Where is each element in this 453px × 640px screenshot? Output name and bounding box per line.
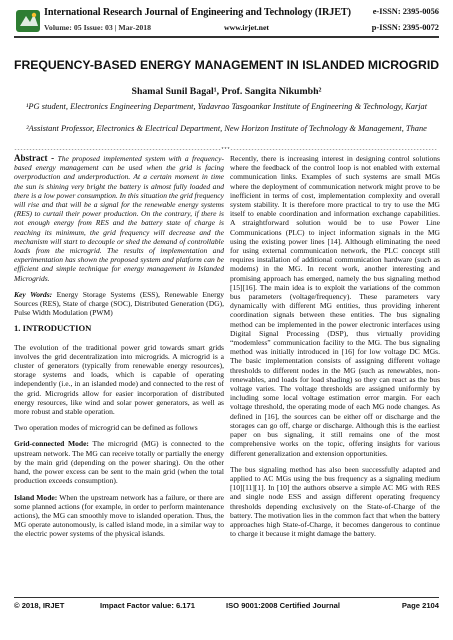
footer-iso: ISO 9001:2008 Certified Journal bbox=[226, 601, 340, 610]
paper-title: FREQUENCY-BASED ENERGY MANAGEMENT IN ISLANDED MICROGRID bbox=[14, 58, 440, 72]
keywords bbox=[14, 290, 224, 318]
journal-header bbox=[14, 4, 439, 50]
section-separator: ---------------------------------------------------------------------***--------------------------------------------------------------------- bbox=[14, 147, 438, 153]
keywords-label: Key Words: bbox=[14, 289, 53, 299]
abstract-label: Abstract - bbox=[14, 153, 55, 163]
abstract bbox=[14, 154, 224, 283]
right-column bbox=[230, 154, 440, 545]
grid-connected-label: Grid-connected Mode: bbox=[14, 439, 89, 449]
e-issn: e-ISSN: 2395-0056 bbox=[372, 7, 439, 16]
abstract-text: The proposed implemented system with a frequency-based energy management can be used when the grid is facing overproduction and underproduction. At a certain moment in time the sun is shining very bright the battery is almost fully loaded and there is a low power consumption. In this situation the grid frequency will rise and that will be a signal for the renewable energy systems (RES) to curtail their power production. On the contrary, if there is not enough energy from RES and the battery state of charge is reaching its minimum, the grid frequency will decrease and the mechanism will start to decouple or shed the demand of controllable loads from the microgrid. The results of implementation and experimentation has shown the proposed system and platform can be efficient and simple technique for energy management in Islanded Microgrids. bbox=[14, 154, 224, 283]
footer-copyright: © 2018, IRJET bbox=[14, 601, 65, 610]
affiliation-2: ²Assistant Professor, Electronics & Electrical Department, New Horizon Institute of Technology & Management, Thane bbox=[26, 124, 427, 133]
body-paragraph-2: The bus signaling method has also been successfully adapted and applied to AC MGs using the bus frequency as a signaling medium [10][11][1]. In [10] the authors observe a simple AC MG with RES and single node ESS and assign different operating frequency thresholds depending exclusively on the State-of-Charge of the battery. The motivation lies in the common fact that when the battery approaches high State-of-Charge, it becomes dangerous to continue to charge it because it might damage the battery. bbox=[230, 464, 440, 539]
footer-impact-factor: Impact Factor value: 6.171 bbox=[100, 601, 195, 610]
journal-website-link[interactable]: www.irjet.net bbox=[224, 23, 270, 32]
p-issn: p-ISSN: 2395-0072 bbox=[371, 23, 439, 32]
body-paragraph-1: Recently, there is increasing interest in designing control solutions where the feedback of the control loop is not enabled with external communication links. Examples of such systems are small MGs where the deployment of communication network might prove to be inefficient in terms of cost, implementation complexity and overall system stability. It is therefore more practical to try to use the MG itself to enable coordination and information exchange capabilities. A straightforward solution would be to use Power Line Communications (PLC) to inject information signals in the MG using the existing power lines [14]. Although eliminating the need for using external communication network, the PLC concept still requires installation of additional communication hardware (such as modems) in the MG. In recent work, another interesting and promising approach has emerged, namely the bus signaling method [15][16]. The main idea is to exploit the variations of the common bus parameters (voltage/frequency). These parameters vary dynamically with different MG entities, thus providing inherent coordination signals between these entities. The bus signaling method can be implemented in the power electronic interfaces using Digital Signal Processing (DSP), thus virtually providing “modemless” communication facility to the MG. The bus signaling method was initially introduced in [16] for low voltage DC MGs. The basic implementation consists of assigning different voltage thresholds to different nodes in the MG (such as renewables, non-renewables, and loads for load shading) so they can react as the bus voltage varies. The voltage thresholds are assigned uniformly by including some local voltage estimation error margin. For each voltage threshold, the operating mode of each MG node changes. As defined in [16], the sources can be either off or discharge and the storages can go off, charge or discharge. Although this is the earliest paper on bus signaling, it still remains one of the most comprehensive works on the topic, offering insights for various different generalization and extension opportunities. bbox=[230, 154, 440, 458]
affiliation-1: ¹PG student, Electronics Engineering Department, Yadavrao Tasgoankar Institute of Engineering & Technology, Karjat bbox=[25, 102, 428, 111]
island-mode-text: When the upstream network has a failure, or there are some planned actions (for example, in order to perform maintenance actions), the MG can smoothly move to islanded operation. Thus, the MG operate autonomously, is called island mode, in a similar way to the electric power systems of the physical islands. bbox=[14, 492, 224, 539]
keywords-text: Energy Storage Systems (ESS), Renewable Energy Sources (RES), State of charge (SOC), Distributed Generation (DG), Pulse Width Modulation (PWM) bbox=[14, 289, 225, 318]
island-mode-paragraph bbox=[14, 493, 224, 539]
intro-paragraph-2: Two operation modes of microgrid can be defined as follows bbox=[14, 423, 198, 433]
journal-logo-icon bbox=[14, 6, 44, 36]
footer-page-number: Page 2104 bbox=[401, 601, 439, 610]
paper-authors: Shamal Sunil Bagal¹, Prof. Sangita Nikumbh² bbox=[131, 86, 322, 97]
intro-paragraph-1: The evolution of the traditional power grid towards smart grids involves the grid decentralization into microgrids. A microgrid is a cluster of generators (typically from renewable energy resources), storage systems and loads, which is capable of operating independently (i.e., in an islanded mode) and connected to the rest of the grid. Microgrids allow for easier incorporation of distributed energy resources, like wind and solar power generators, as well as more robust and stable operation. bbox=[14, 342, 224, 417]
volume-issue: Volume: 05 Issue: 03 | Mar-2018 bbox=[44, 23, 152, 32]
island-mode-label: Island Mode: bbox=[14, 492, 58, 502]
footer-divider bbox=[14, 597, 439, 598]
journal-title: International Research Journal of Engineering and Technology (IRJET) bbox=[44, 7, 351, 18]
left-column bbox=[14, 154, 224, 546]
grid-connected-text: The microgrid (MG) is connected to the upstream network. The MG can receive totally or partially the energy by the main grid (depending on the power sharing). On the other hand, the power excess can be sent to the main grid (when the total production exceeds consumption). bbox=[14, 439, 224, 486]
grid-connected-paragraph bbox=[14, 439, 224, 485]
section-heading-introduction: 1. INTRODUCTION bbox=[14, 323, 92, 334]
header-divider bbox=[14, 36, 439, 38]
